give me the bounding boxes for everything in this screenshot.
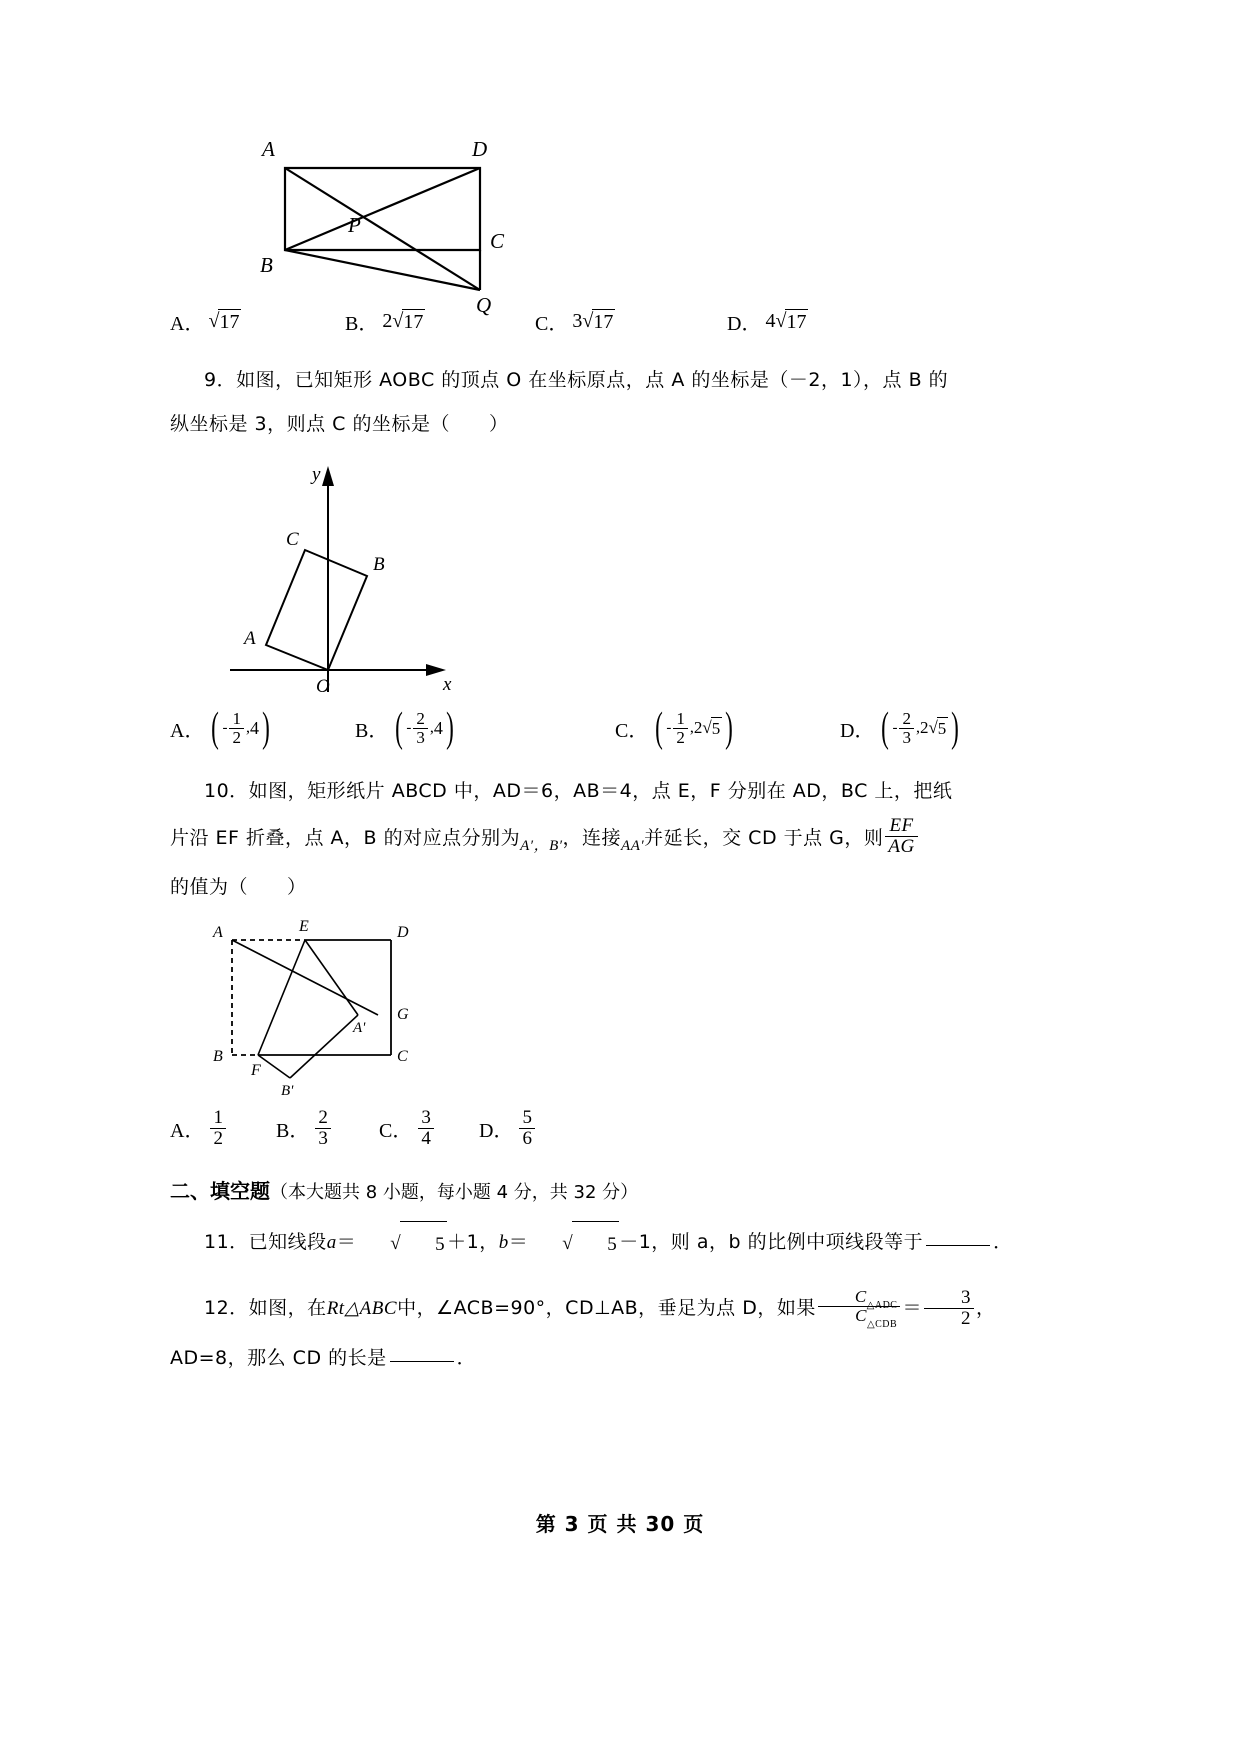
q10-option-a-label: A． (170, 1119, 205, 1142)
q8-option-d-coef: 4 (765, 310, 776, 332)
q8-option-b-label: B． (345, 313, 379, 335)
q9-line1: 9．如图，已知矩形 AOBC 的顶点 O 在坐标原点，点 A 的坐标是（－2，1），点 B 的 (204, 369, 949, 391)
q9-figure-svg (210, 452, 470, 702)
q12-triangle: Rt△ABC (326, 1297, 398, 1319)
q10-line2 (170, 813, 1070, 865)
q8-figure-svg (230, 120, 530, 317)
label-Q: Q (476, 293, 492, 317)
paren-close: ) (725, 704, 734, 751)
label-C: C (286, 529, 299, 550)
q12-line2-end: ． (456, 1346, 477, 1369)
q10-option-a[interactable] (170, 1108, 276, 1149)
paren-open: ( (655, 704, 664, 751)
paren-open: ( (881, 704, 890, 751)
q10-option-d-label: D． (479, 1119, 514, 1142)
q8-option-b[interactable] (345, 307, 535, 336)
label-F: F (251, 1061, 261, 1079)
q9-option-b[interactable] (355, 704, 615, 751)
q8-options (170, 307, 1070, 336)
q11-end: ． (993, 1230, 1013, 1253)
q9-line2: 纵坐标是 3，则点 C 的坐标是（ ） (170, 413, 509, 435)
page-content (170, 120, 1070, 1380)
q8-option-b-radical: √ 17 (392, 310, 424, 333)
q12-equals: ＝ (902, 1296, 922, 1319)
q8-option-d-radical: √ 17 (775, 310, 807, 333)
label-y-axis: y (312, 464, 321, 485)
q11-a-plus: ＋1 (447, 1230, 480, 1253)
label-A: A (244, 628, 256, 649)
label-A-prime: A' (353, 1019, 366, 1036)
section-2-detail: （本大题共 8 小题，每小题 4 分，共 32 分） (270, 1181, 639, 1203)
radical: √ 5 (928, 718, 947, 739)
q8-option-d[interactable] (727, 307, 808, 336)
q9-option-a-label: A． (170, 719, 205, 742)
q9-options (170, 704, 1070, 751)
paren-open: ( (395, 704, 404, 751)
q11-a-label: a (326, 1231, 337, 1253)
q8-option-c-coef: 3 (572, 310, 583, 332)
q8-option-a-label: A． (170, 313, 205, 335)
label-G: G (397, 1005, 409, 1023)
q8-option-c[interactable] (535, 307, 727, 336)
paren-close: ) (445, 704, 454, 751)
label-C: C (490, 229, 505, 253)
q8-figure (230, 120, 1070, 317)
q8-option-c-radical: √ 17 (582, 310, 614, 333)
q10-line2-part1: 片沿 EF 折叠，点 A，B 的对应点分别为 (170, 826, 521, 849)
label-O: O (316, 676, 330, 697)
q11-answer-blank[interactable] (926, 1244, 990, 1246)
section-2-title: 二、填空题 (170, 1178, 270, 1203)
q10-line2-points: A′，B′ (520, 837, 563, 854)
label-B-prime: B' (281, 1082, 294, 1099)
q9-option-d-label: D． (840, 719, 875, 742)
q10-figure (195, 915, 1070, 1099)
q11-comma: ， (479, 1230, 499, 1253)
q10-options (170, 1108, 1070, 1149)
q8-option-a-radical: √ 17 (208, 310, 240, 333)
q12-line1-end: ， (976, 1296, 996, 1319)
paren-close: ) (951, 704, 960, 751)
q10-line2-part3: 并延长，交 CD 于点 G，则 (644, 826, 884, 849)
label-A: A (262, 137, 275, 161)
q9-option-d[interactable] (840, 704, 962, 751)
q9-option-c[interactable] (615, 704, 840, 751)
fraction: $\frac{1}{2}$ (210, 1108, 226, 1149)
q11-b-eq: ＝ (508, 1230, 529, 1253)
q10-line2-segment: AA′ (621, 837, 645, 854)
q8-option-c-radicand: 17 (593, 311, 614, 333)
fraction: $\frac{3}{4}$ (418, 1108, 434, 1149)
q11-b-label: b (498, 1231, 509, 1253)
q8-option-b-radicand: 17 (403, 311, 424, 333)
q11-a-eq: ＝ (336, 1230, 357, 1253)
q12-line1 (170, 1281, 1070, 1336)
q9-option-d-value: - $\frac{2}{3}$ , 2 √ 5 (892, 709, 947, 747)
q9-option-a[interactable] (170, 704, 355, 751)
label-E: E (299, 917, 309, 935)
fraction: $\frac{2}{3}$ (413, 710, 428, 747)
fraction: $\frac{1}{2}$ (229, 710, 244, 747)
q8-option-d-label: D． (727, 313, 762, 335)
label-A: A (213, 923, 223, 941)
radical: √ 5 (356, 1221, 447, 1267)
q9-figure (210, 452, 1070, 702)
fraction: $\frac{2}{3}$ (899, 710, 914, 747)
fraction: $\frac{1}{2}$ (673, 710, 688, 747)
fraction: $\frac{5}{6}$ (519, 1108, 535, 1149)
q10-option-c[interactable] (379, 1108, 479, 1149)
q10-line1: 10．如图，矩形纸片 ABCD 中，AD＝6，AB＝4，点 E，F 分别在 AD，BC 上，把纸 (204, 779, 953, 802)
q10-line3: 的值为（ ） (170, 875, 307, 898)
label-D: D (397, 923, 409, 941)
q8-option-a[interactable] (170, 307, 345, 336)
page-footer: 第 3 页 共 30 页 (535, 1512, 705, 1536)
q10-ratio-fraction: $\frac{EF}{AG}$ (885, 816, 917, 857)
q9-option-a-value: - $\frac{1}{2}$ , 4 (222, 709, 259, 747)
section-2-heading (170, 1175, 1070, 1204)
paren-close: ) (262, 704, 270, 751)
label-x-axis: x (443, 674, 452, 695)
q12-answer-blank[interactable] (390, 1360, 454, 1362)
radical: √ 5 (702, 718, 721, 739)
label-B: B (373, 554, 385, 575)
label-D: D (472, 137, 488, 161)
q10-option-c-label: C． (379, 1119, 413, 1142)
fraction: $\frac{2}{3}$ (315, 1108, 331, 1149)
q9-option-c-value: - $\frac{1}{2}$ , 2 √ 5 (666, 709, 721, 747)
q12-line2 (170, 1336, 1070, 1380)
label-P: P (348, 213, 361, 237)
label-C: C (397, 1047, 408, 1065)
paren-open: ( (211, 704, 220, 751)
q11-b-minus: －1 (619, 1230, 652, 1253)
q12-perimeter-ratio: $\frac{C_{\triangle ADC}}{C_{\triangle CDB}}$ (818, 1288, 901, 1325)
q10-option-d[interactable] (479, 1108, 537, 1149)
q12-prefix: 12．如图，在 (204, 1296, 327, 1319)
q8-option-b-coef: 2 (382, 310, 393, 332)
label-B: B (260, 253, 273, 277)
q10-line2-part2: ，连接 (562, 826, 622, 849)
q8-option-c-label: C． (535, 313, 569, 335)
q11-line (170, 1220, 1070, 1267)
q12-line2-text: AD=8，那么 CD 的长是 (170, 1346, 387, 1369)
q10-option-b-label: B． (276, 1119, 310, 1142)
q11-tail: ，则 a，b 的比例中项线段等于 (651, 1230, 924, 1253)
y-axis-arrow (322, 466, 334, 486)
q8-option-d-radicand: 17 (786, 311, 807, 333)
q9-option-b-value: - $\frac{2}{3}$ , 4 (406, 709, 443, 747)
q11-prefix: 11．已知线段 (204, 1230, 327, 1253)
q10-figure-svg (195, 915, 455, 1099)
q12-mid: 中，∠ACB=90°，CD⊥AB，垂足为点 D，如果 (397, 1296, 816, 1319)
q10-option-b[interactable] (276, 1108, 379, 1149)
q12-value-fraction: $\frac{3}{2}$ (924, 1288, 974, 1329)
q8-option-a-radicand: 17 (219, 311, 240, 333)
q9-rectangle (266, 550, 367, 670)
q9-option-b-label: B． (355, 719, 389, 742)
label-B: B (213, 1047, 223, 1065)
radical: √ 5 (528, 1221, 619, 1267)
q9-option-c-label: C． (615, 719, 649, 742)
